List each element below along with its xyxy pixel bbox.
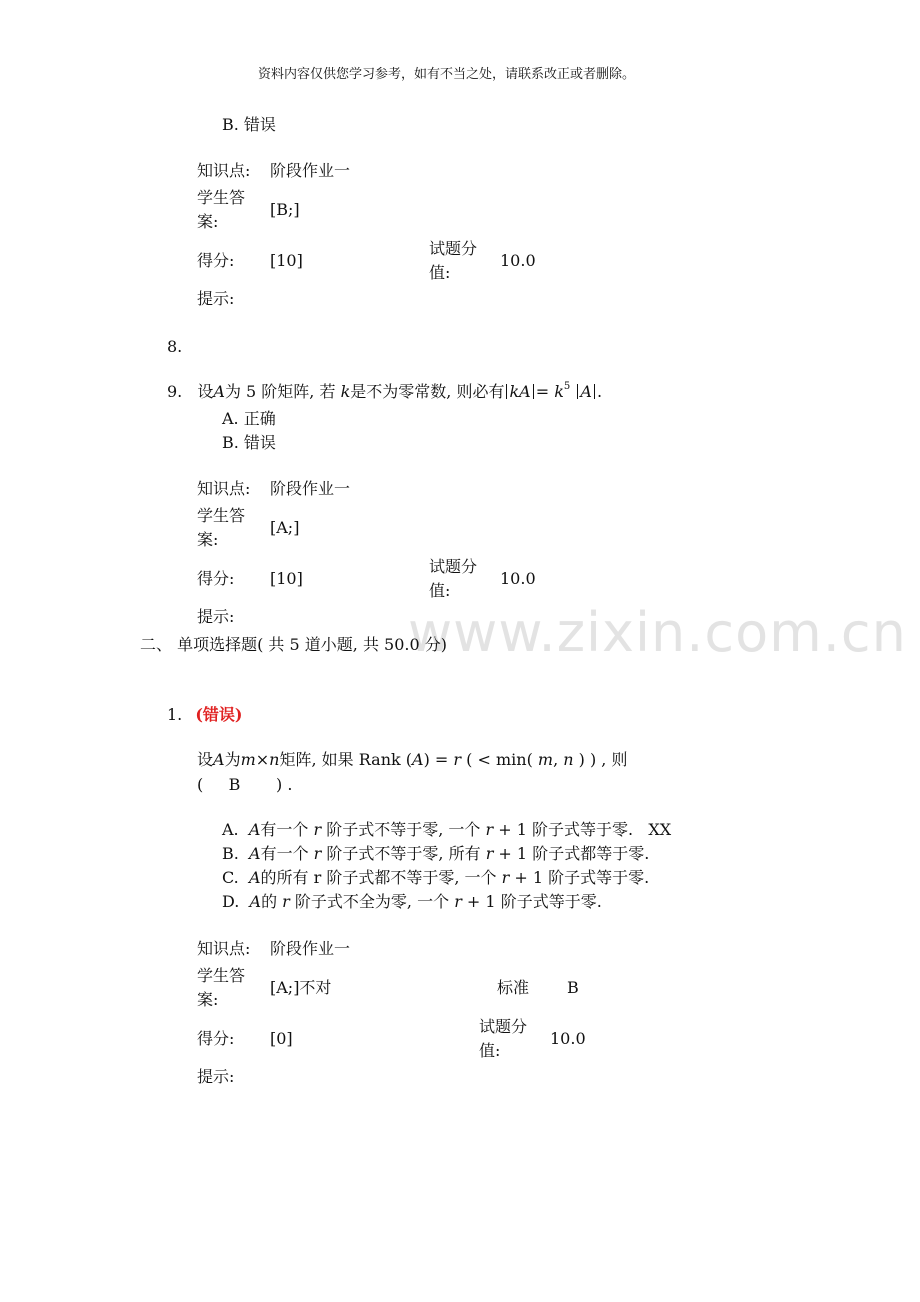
q9-option-a: A. 正确 <box>222 409 276 428</box>
hint-label: 提示: <box>197 1067 235 1086</box>
q9-option-b: B. 错误 <box>222 433 276 452</box>
worth-label-2: 值: <box>479 1041 501 1060</box>
question-stem-line-1: 设A为m×n矩阵, 如果 Rank (A) = r ( < min( m, n ) ) , 则 <box>197 750 628 769</box>
student-answer-label-2: 案: <box>197 212 219 231</box>
student-answer-value: [A;] <box>270 518 300 537</box>
s2q1-option-c: C. A的所有 r 阶子式都不等于零, 一个 r + 1 阶子式等于零. <box>222 868 650 887</box>
worth-label-2: 值: <box>429 581 451 600</box>
knowledge-label: 知识点: <box>197 939 251 958</box>
question-stem: 设A为 5 阶矩阵, 若 k是不为零常数, 则必有 kA = $k^5$ A . <box>197 381 603 401</box>
standard-answer-value: B <box>567 978 579 997</box>
worth-label: 试题分 <box>429 239 478 258</box>
score-value: [10] <box>270 251 303 270</box>
student-answer-label: 学生答 <box>197 506 246 525</box>
student-answer-label: 学生答 <box>197 966 246 985</box>
score-label: 得分: <box>197 569 235 588</box>
worth-value: 10.0 <box>550 1029 586 1048</box>
worth-value: 10.0 <box>500 251 536 270</box>
s2q1-option-a: A. A有一个 r 阶子式不等于零, 一个 r + 1 阶子式等于零. XX <box>222 820 672 839</box>
question-9 <box>167 376 602 403</box>
question-8-number: 8. <box>167 337 183 356</box>
question-number: 1. <box>167 705 183 724</box>
knowledge-value: 阶段作业一 <box>270 939 351 958</box>
watermark: www.zixin.com.cn <box>408 601 907 664</box>
q7-option-b: B. 错误 <box>222 115 276 134</box>
worth-label-2: 值: <box>429 263 451 282</box>
s2q1-option-d: D. A的 r 阶子式不全为零, 一个 r + 1 阶子式等于零. <box>222 892 602 911</box>
determinant-formula: kA = $k^5$ A . <box>504 382 602 401</box>
hint-label: 提示: <box>197 289 235 308</box>
score-label: 得分: <box>197 1029 235 1048</box>
worth-label: 试题分 <box>429 557 478 576</box>
worth-label: 试题分 <box>479 1017 528 1036</box>
knowledge-label: 知识点: <box>197 479 251 498</box>
student-answer-label: 学生答 <box>197 188 246 207</box>
s2-question-1-header <box>167 704 243 726</box>
knowledge-value: 阶段作业一 <box>270 479 351 498</box>
score-value: [0] <box>270 1029 293 1048</box>
s2q1-option-b: B. A有一个 r 阶子式不等于零, 所有 r + 1 阶子式都等于零. <box>222 844 650 863</box>
status-badge: (错误) <box>195 705 243 724</box>
worth-value: 10.0 <box>500 569 536 588</box>
knowledge-value: 阶段作业一 <box>270 161 351 180</box>
hint-label: 提示: <box>197 607 235 626</box>
section-heading: 二、 单项选择题( 共 5 道小题, 共 50.0 分) <box>140 635 447 654</box>
student-answer-label-2: 案: <box>197 990 219 1009</box>
student-answer-label-2: 案: <box>197 530 219 549</box>
header-notice: 资料内容仅供您学习参考，如有不当之处，请联系改正或者删除。 <box>258 67 636 82</box>
standard-answer-label: 标准 <box>497 978 530 997</box>
knowledge-label: 知识点: <box>197 161 251 180</box>
student-answer-value: [A;]不对 <box>270 978 332 997</box>
question-number: 9. <box>167 382 183 401</box>
score-value: [10] <box>270 569 303 588</box>
question-stem-line-2: ( B ) . <box>197 775 293 794</box>
score-label: 得分: <box>197 251 235 270</box>
student-answer-value: [B;] <box>270 200 300 219</box>
